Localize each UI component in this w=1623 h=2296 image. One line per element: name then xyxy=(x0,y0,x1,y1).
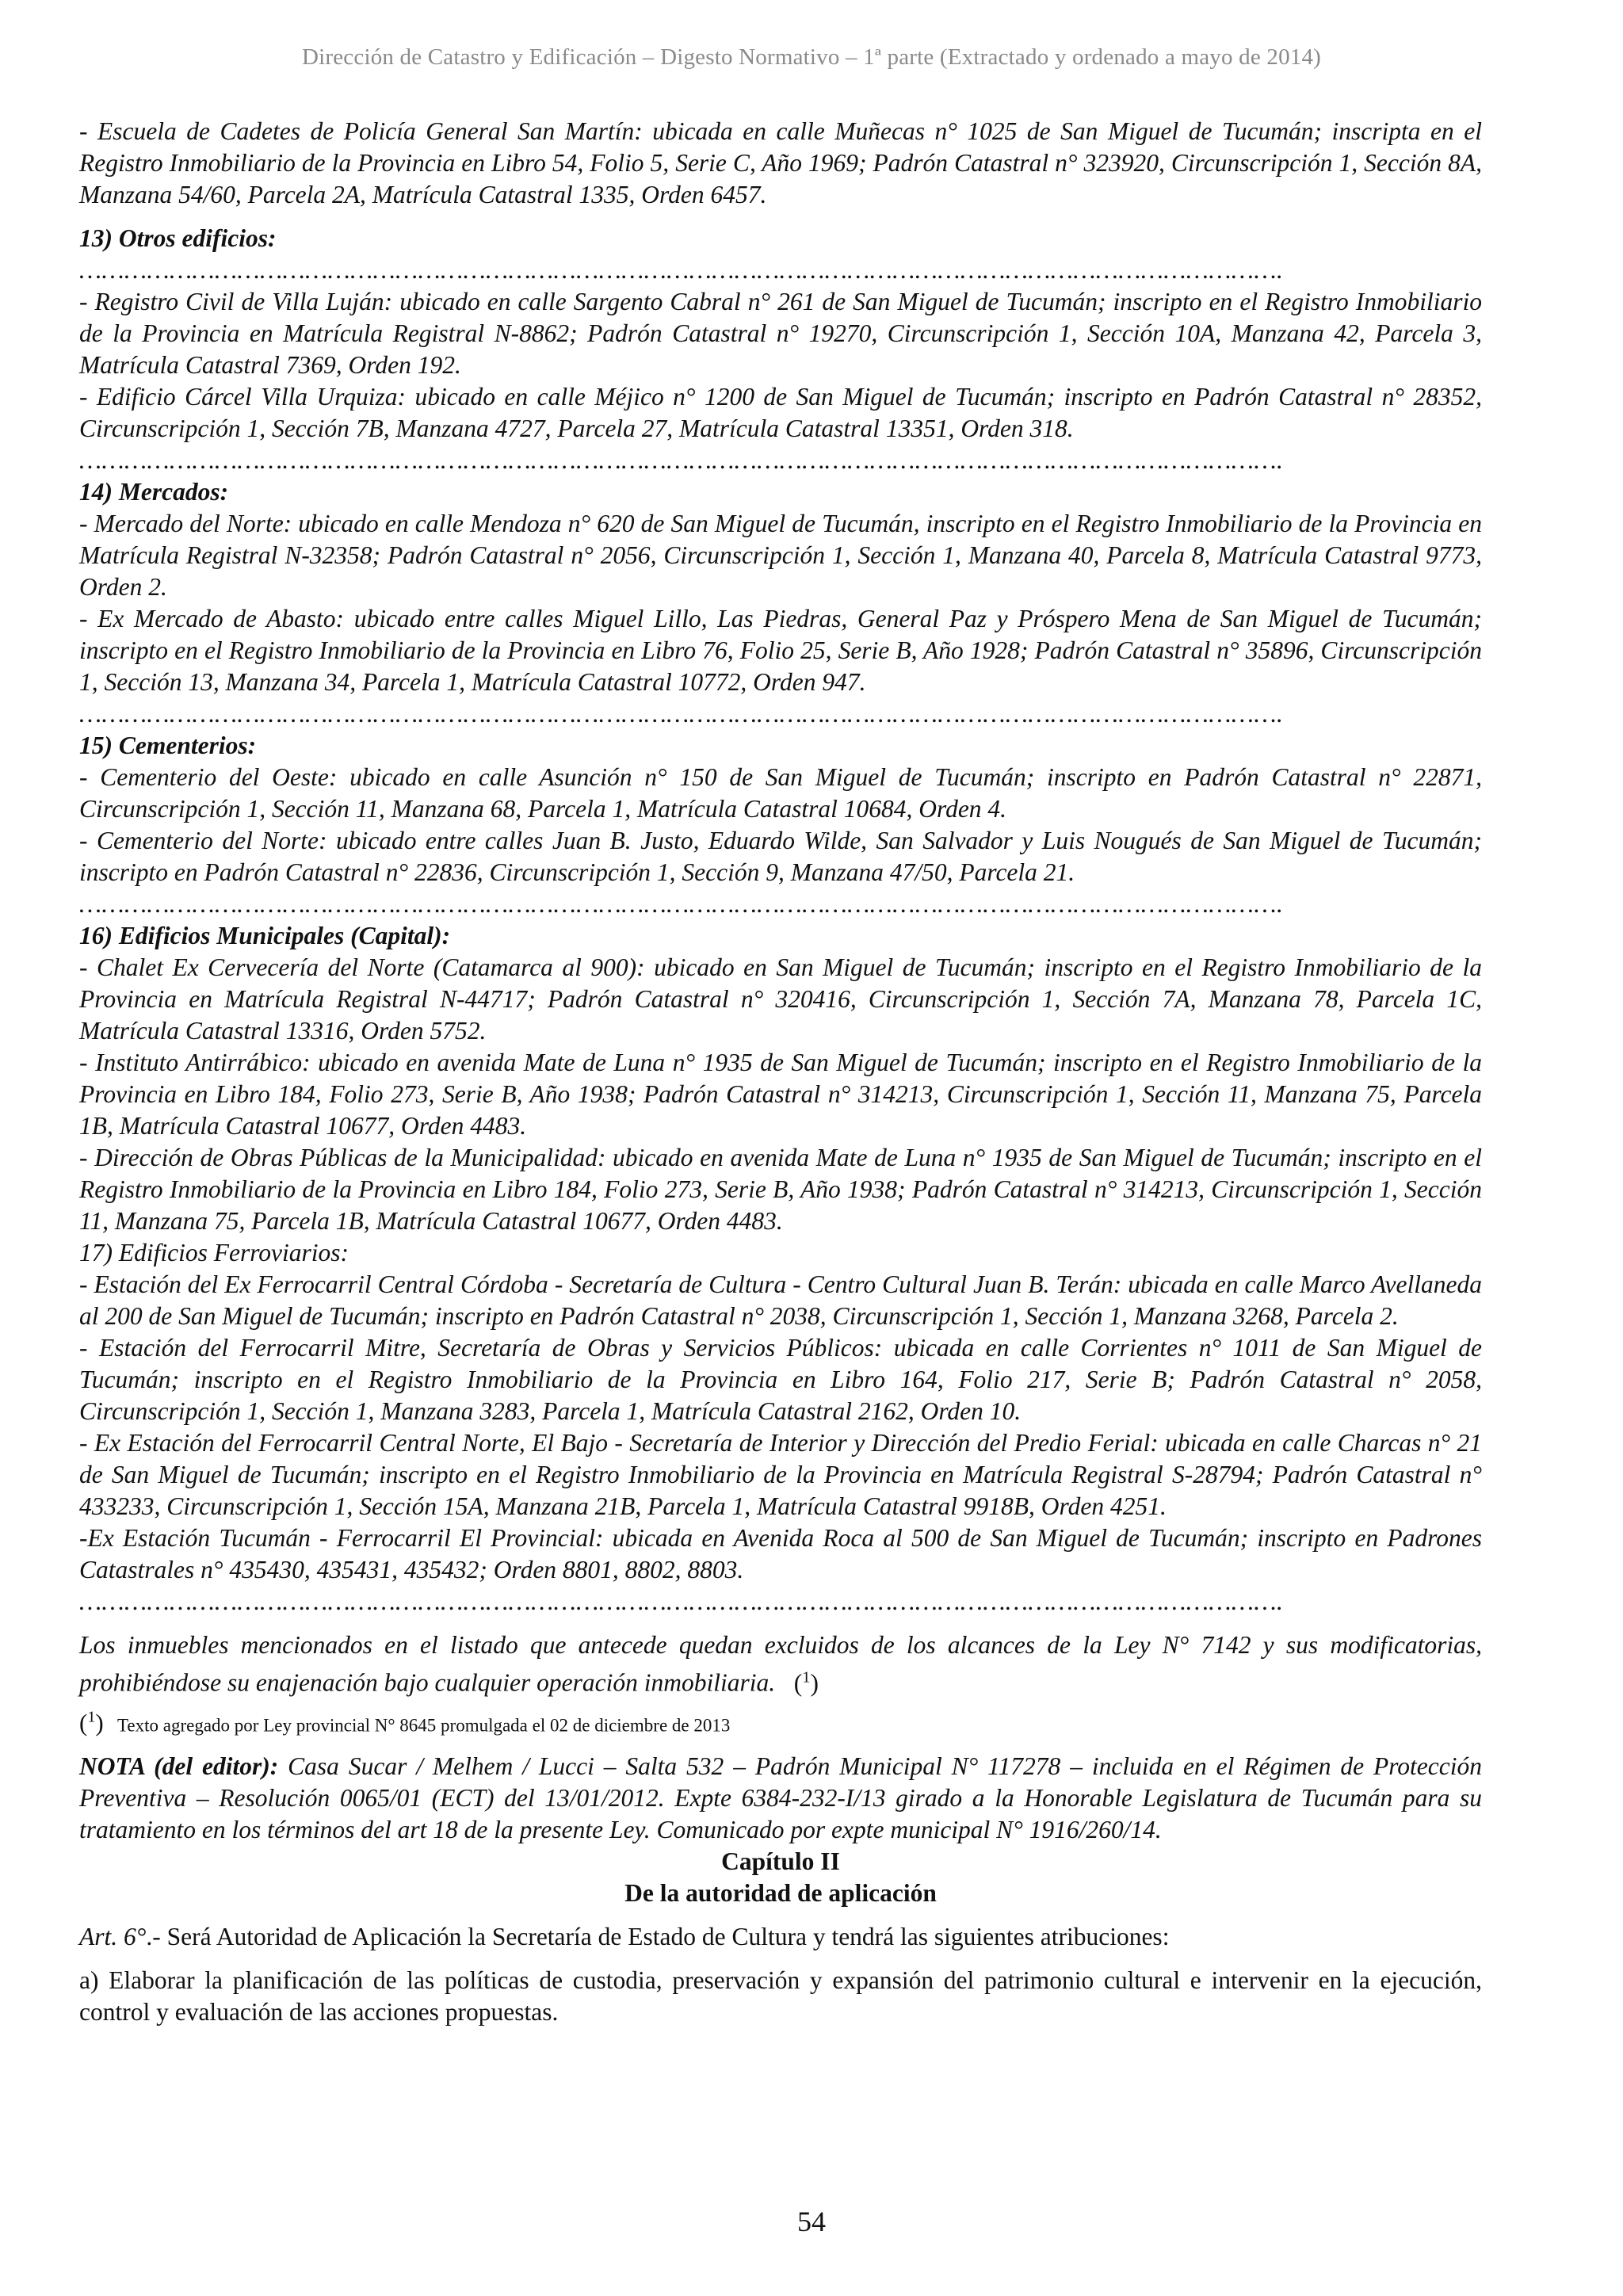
item-chalet-cerveceria: - Chalet Ex Cervecería del Norte (Catamarca al 900): ubicado en San Miguel de Tucumán; inscripto en el Registro Inmobiliario de la Provincia en Matrícula Registral N-44717; Padrón Catastral n° 320416, Circunscripción 1, Sección 7A, Manzana 78, Parcela 1C, Matrícula Catastral 13316, Orden 5752. xyxy=(79,953,1482,1045)
article-label: Art. 6° xyxy=(79,1922,147,1950)
item-registro-civil: - Registro Civil de Villa Luján: ubicado en calle Sargento Cabral n° 261 de San Miguel de Tucumán; inscripto en el Registro Inmobiliario de la Provincia en Matrícula Registral N-8862; Padrón Catastral n° 19270, Circunscripción 1, Sección 10A, Manzana 42, Parcela 3, Matrícula Catastral 7369, Orden 192. xyxy=(79,288,1482,379)
editor-note xyxy=(79,1751,1482,1846)
item-escuela-cadetes: - Escuela de Cadetes de Policía General San Martín: ubicada en calle Muñecas n° 1025 de San Miguel de Tucumán; inscripta en el Registro Inmobiliario de la Provincia en Libro 54, Folio 5, Serie C, Año 1969; Padrón Catastral n° 323920, Circunscripción 1, Sección 8A, Manzana 54/60, Parcela 2A, Matrícula Catastral 1335, Orden 6457. xyxy=(79,117,1482,208)
ellipsis-separator: ……………………………………………………………………………………………………………………………………………. xyxy=(79,1587,1284,1615)
article-clause-a: a) Elaborar la planificación de las políticas de custodia, preservación y expansión del patrimonio cultural e intervenir en la ejecución, control y evaluación de las acciones propuestas. xyxy=(79,1966,1482,2026)
item-estacion-mitre: - Estación del Ferrocarril Mitre, Secretaría de Obras y Servicios Públicos: ubicada en calle Corrientes n° 1011 de San Miguel de Tucumán; inscripto en el Registro Inmobiliario de la Provincia en Libro 164, Folio 217, Serie B; Padrón Catastral n° 2058, Circunscripción 1, Sección 1, Manzana 3283, Parcela 1, Matrícula Catastral 2162, Orden 10. xyxy=(79,1334,1482,1425)
ellipsis-separator: ……………………………………………………………………………………………………………………………………………. xyxy=(79,890,1284,918)
ellipsis-separator: ……………………………………………………………………………………………………………………………………………. xyxy=(79,446,1284,474)
item-estacion-el-bajo: - Ex Estación del Ferrocarril Central Norte, El Bajo - Secretaría de Interior y Dirección del Predio Ferial: ubicada en calle Charcas n° 21 de San Miguel de Tucumán; inscripto en el Registro Inmobiliario de la Provincia en Matrícula Registral S-28794; Padrón Catastral n° 433233, Circunscripción 1, Sección 15A, Manzana 21B, Parcela 1, Matrícula Catastral 9918B, Orden 4251. xyxy=(79,1429,1482,1520)
heading-cementerios: 15) Cementerios: xyxy=(79,732,257,759)
editor-note-label: NOTA (del editor): xyxy=(79,1752,279,1780)
closing-paragraph xyxy=(79,1629,1482,1699)
item-cementerio-norte: - Cementerio del Norte: ubicado entre calles Juan B. Justo, Eduardo Wilde, San Salvador y Luis Nougués de San Miguel de Tucumán; inscripto en Padrón Catastral n° 22836, Circunscripción 1, Sección 9, Manzana 47/50, Parcela 21. xyxy=(79,827,1482,886)
heading-otros-edificios: 13) Otros edificios: xyxy=(79,224,277,252)
heading-edificios-ferroviarios: 17) Edificios Ferroviarios: xyxy=(79,1239,349,1266)
item-estacion-provincial: -Ex Estación Tucumán - Ferrocarril El Provincial: ubicada en Avenida Roca al 500 de San Miguel de Tucumán; inscripto en Padrones Catastrales n° 435430, 435431, 435432; Orden 8801, 8802, 8803. xyxy=(79,1524,1482,1584)
item-cementerio-oeste: - Cementerio del Oeste: ubicado en calle Asunción n° 150 de San Miguel de Tucumán; inscripto en Padrón Catastral n° 22871, Circunscripción 1, Sección 11, Manzana 68, Parcela 1, Matrícula Catastral 10684, Orden 4. xyxy=(79,763,1482,823)
editor-note-text: Casa Sucar / Melhem / Lucci – Salta 532 – Padrón Municipal N° 117278 – incluida en el Régimen de Protección Preventiva – Resolución 0065/01 (ECT) del 13/01/2012. Expte 6384-232-I/13 girado a la Honorable Legislatura de Tucumán para su tratamiento en los términos del art 18 de la presente Ley. Comunicado por expte municipal N° 1916/260/14. xyxy=(79,1752,1482,1843)
ellipsis-separator: ……………………………………………………………………………………………………………………………………………. xyxy=(79,256,1284,284)
article-text: .- Será Autoridad de Aplicación la Secretaría de Estado de Cultura y tendrá las siguientes atribuciones: xyxy=(146,1922,1170,1950)
item-carcel-villa-urquiza: - Edificio Cárcel Villa Urquiza: ubicado en calle Méjico n° 1200 de San Miguel de Tucumán; inscripto en Padrón Catastral n° 28352, Circunscripción 1, Sección 7B, Manzana 4727, Parcela 27, Matrícula Catastral 13351, Orden 318. xyxy=(79,383,1482,442)
page-number: 54 xyxy=(797,2206,826,2237)
heading-edificios-municipales: 16) Edificios Municipales (Capital): xyxy=(79,922,451,949)
item-mercado-abasto: - Ex Mercado de Abasto: ubicado entre calles Miguel Lillo, Las Piedras, General Paz y Próspero Mena de San Miguel de Tucumán; inscripto en el Registro Inmobiliario de la Provincia en Libro 76, Folio 25, Serie B, Año 1928; Padrón Catastral n° 35896, Circunscripción 1, Sección 13, Manzana 34, Parcela 1, Matrícula Catastral 10772, Orden 947. xyxy=(79,605,1482,696)
chapter-title: Capítulo II xyxy=(721,1847,840,1875)
closing-text: Los inmuebles mencionados en el listado que antecede quedan excluidos de los alcances de la Ley N° 7142 y sus modificatorias, prohibiéndose su enajenación bajo cualquier operación inmobiliaria. xyxy=(79,1631,1482,1697)
item-mercado-norte: - Mercado del Norte: ubicado en calle Mendoza n° 620 de San Miguel de Tucumán, inscripto en el Registro Inmobiliario de la Provincia en Matrícula Registral N-32358; Padrón Catastral n° 2056, Circunscripción 1, Sección 1, Manzana 40, Parcela 8, Matrícula Catastral 9773, Orden 2. xyxy=(79,510,1482,601)
chapter-subtitle: De la autoridad de aplicación xyxy=(624,1878,937,1907)
footnote-reference: ($^1$) xyxy=(793,1668,819,1697)
document-body xyxy=(79,116,1482,2028)
item-estacion-cordoba: - Estación del Ex Ferrocarril Central Córdoba - Secretaría de Cultura - Centro Cultural Juan B. Terán: ubicada en calle Marco Avellaneda al 200 de San Miguel de Tucumán; inscripto en Padrón Catastral n° 2038, Circunscripción 1, Sección 1, Manzana 3268, Parcela 2. xyxy=(79,1270,1482,1330)
item-instituto-antirrabico: - Instituto Antirrábico: ubicado en avenida Mate de Luna n° 1935 de San Miguel de Tucumán; inscripto en el Registro Inmobiliario de la Provincia en Libro 184, Folio 273, Serie B, Año 1938; Padrón Catastral n° 314213, Circunscripción 1, Sección 11, Manzana 75, Parcela 1B, Matrícula Catastral 10677, Orden 4483. xyxy=(79,1049,1482,1140)
item-obras-publicas: - Dirección de Obras Públicas de la Municipalidad: ubicado en avenida Mate de Luna n° 1935 de San Miguel de Tucumán; inscripto en el Registro Inmobiliario de la Provincia en Libro 184, Folio 273, Serie B, Año 1938; Padrón Catastral n° 314213, Circunscripción 1, Sección 11, Manzana 75, Parcela 1B, Matrícula Catastral 10677, Orden 4483. xyxy=(79,1144,1482,1235)
ellipsis-separator: ……………………………………………………………………………………………………………………………………………. xyxy=(79,700,1284,728)
running-header: Dirección de Catastro y Edificación – Digesto Normativo – 1ª parte (Extractado y ordenado a mayo de 2014) xyxy=(301,44,1322,70)
heading-mercados: 14) Mercados: xyxy=(79,478,229,506)
footnote xyxy=(79,1704,1482,1739)
footnote-marker: ($^1$) xyxy=(79,1708,104,1736)
footnote-text: Texto agregado por Ley provincial N° 8645 promulgada el 02 de diciembre de 2013 xyxy=(116,1714,731,1735)
article-6 xyxy=(79,1921,1482,1953)
